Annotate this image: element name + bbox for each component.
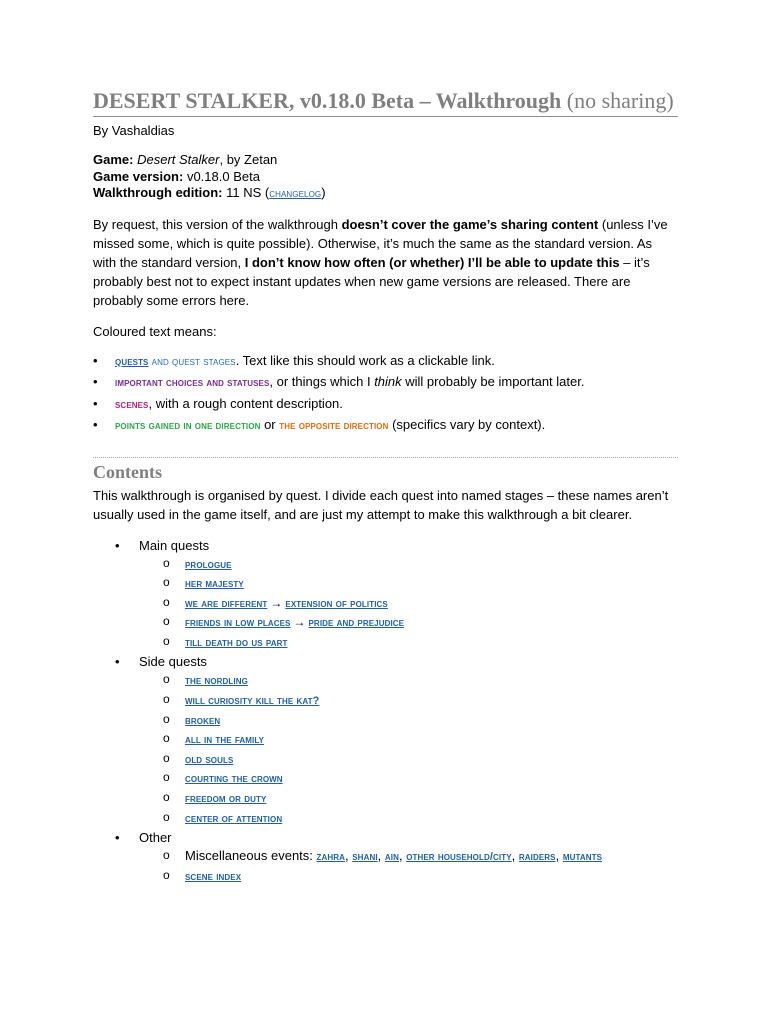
legend-choices-think: think (374, 374, 402, 389)
toc-main-quests (139, 536, 678, 653)
game-author: , by Zetan (219, 152, 278, 167)
legend-quest-stages: and quest stages (148, 355, 236, 368)
list-item (185, 711, 678, 731)
legend-choices-desc-2: will probably be important later. (401, 374, 585, 389)
table-of-contents (93, 536, 678, 887)
legend-item-choices (115, 372, 678, 394)
legend-scenes: scenes (115, 398, 149, 411)
game-meta (93, 152, 678, 203)
edition-value: 11 NS ( (226, 185, 270, 200)
link-her-majesty[interactable]: her majesty (185, 578, 244, 591)
intro-paragraph (93, 215, 678, 310)
list-item (185, 613, 678, 633)
link-scene-index[interactable]: scene index (185, 870, 242, 883)
link-all-in-the-family[interactable]: all in the family (185, 734, 265, 747)
list-item (185, 633, 678, 653)
list-item (185, 691, 678, 711)
coloured-text-heading: Coloured text means: (93, 323, 217, 339)
link-will-curiosity-kill-the-kat[interactable]: will curiosity kill the kat? (185, 695, 320, 708)
other-label: Other (139, 830, 172, 846)
game-label: Game: (93, 152, 134, 167)
intro-text-3: – it’s probably best not to expect instant updates when new game versions are released. There are probably some errors here. (93, 254, 650, 308)
link-prologue[interactable]: prologue (185, 558, 232, 571)
link-the-nordling[interactable]: the nordling (185, 675, 248, 688)
link-extension-of-politics[interactable]: extension of politics (285, 597, 388, 610)
side-quests-list (139, 671, 678, 828)
intro-bold-2: I don’t know how often (or whether) I’ll be able to update this (244, 254, 620, 270)
link-other-household-city[interactable]: other household/city (406, 851, 512, 864)
link-old-souls[interactable]: old souls (185, 753, 234, 766)
legend-choices: important choices and statuses (115, 377, 270, 389)
link-zahra[interactable]: zahra (316, 851, 346, 864)
section-divider (93, 457, 678, 458)
document-title (93, 88, 678, 117)
meta-game-row (93, 152, 678, 169)
byline: By Vashaldias (93, 123, 175, 138)
right-arrow-icon: → (293, 615, 306, 630)
main-quests-list (139, 555, 678, 653)
contents-heading: Contents (93, 461, 163, 482)
link-shani[interactable]: shani (352, 851, 378, 864)
list-item (185, 671, 678, 691)
edition-close: ) (321, 185, 326, 200)
link-broken[interactable]: broken (185, 714, 221, 727)
intro-bold-1: doesn’t cover the game’s sharing content (341, 216, 599, 232)
right-arrow-icon: → (270, 595, 283, 610)
colour-legend (93, 351, 678, 437)
game-name: Desert Stalker (137, 152, 220, 167)
edition-label: Walkthrough edition: (93, 185, 223, 200)
link-mutants[interactable]: mutants (562, 851, 603, 864)
toc-other (139, 828, 678, 886)
link-center-of-attention[interactable]: center of attention (185, 812, 283, 825)
list-item (185, 867, 678, 887)
list-item (185, 789, 678, 809)
toc-side-quests (139, 652, 678, 828)
list-item (185, 769, 678, 789)
changelog-link[interactable]: changelog (269, 188, 322, 200)
title-suffix: (no sharing) (566, 88, 674, 113)
misc-events-label: Miscellaneous events: (185, 848, 317, 864)
legend-or: or (260, 417, 280, 432)
contents-intro: This walkthrough is organised by quest. I divide each quest into named stages – these names aren’t usually used in the game itself, and are just my attempt to make this walkthrough a bit clearer. (93, 487, 669, 522)
legend-item-points (115, 415, 678, 437)
legend-scenes-desc: , with a rough content description. (148, 395, 343, 411)
side-quests-label: Side quests (139, 654, 207, 670)
version-label: Game version: (93, 168, 184, 184)
version-value: v0.18.0 Beta (186, 168, 260, 184)
intro-text-2: (unless I’ve missed some, which is quite possible). Otherwise, it’s much the same as the standard version. As with the standard version, (93, 216, 668, 270)
meta-version-row (93, 169, 678, 186)
list-item (185, 809, 678, 829)
link-we-are-different[interactable]: we are different (185, 597, 268, 610)
legend-choices-desc-1: , or things which I (269, 374, 375, 389)
other-list (139, 847, 678, 886)
list-item (185, 574, 678, 594)
list-item (185, 594, 678, 614)
link-friends-in-low-places[interactable]: friends in low places (185, 617, 291, 630)
link-freedom-or-duty[interactable]: freedom or duty (185, 793, 267, 806)
link-till-death[interactable]: till death do us part (185, 636, 288, 649)
legend-item-quests (115, 351, 678, 373)
meta-edition-row (93, 185, 678, 203)
intro-text-1: By request, this version of the walkthrough (93, 216, 342, 232)
legend-quests-link[interactable]: quests (115, 355, 149, 368)
list-item (185, 730, 678, 750)
legend-points: points gained in one direction (115, 420, 261, 432)
legend-quests-desc: . Text like this should work as a clickable link. (235, 352, 495, 368)
link-raiders[interactable]: raiders (518, 851, 556, 864)
link-courting-the-crown[interactable]: courting the crown (185, 773, 283, 786)
link-ain[interactable]: ain (384, 851, 399, 864)
legend-opposite: the opposite direction (279, 420, 389, 432)
list-item (185, 750, 678, 770)
link-pride-and-prejudice[interactable]: pride and prejudice (308, 617, 405, 630)
legend-points-desc: (specifics vary by context). (388, 417, 546, 432)
legend-item-scenes (115, 394, 678, 416)
list-item: o Miscellaneous events: zahra, shani, ain, other household/city, raiders, mutants (185, 847, 678, 867)
title-main: DESERT STALKER, v0.18.0 Beta – Walkthrough (93, 88, 562, 113)
main-quests-label: Main quests (139, 537, 210, 553)
list-item (185, 555, 678, 575)
